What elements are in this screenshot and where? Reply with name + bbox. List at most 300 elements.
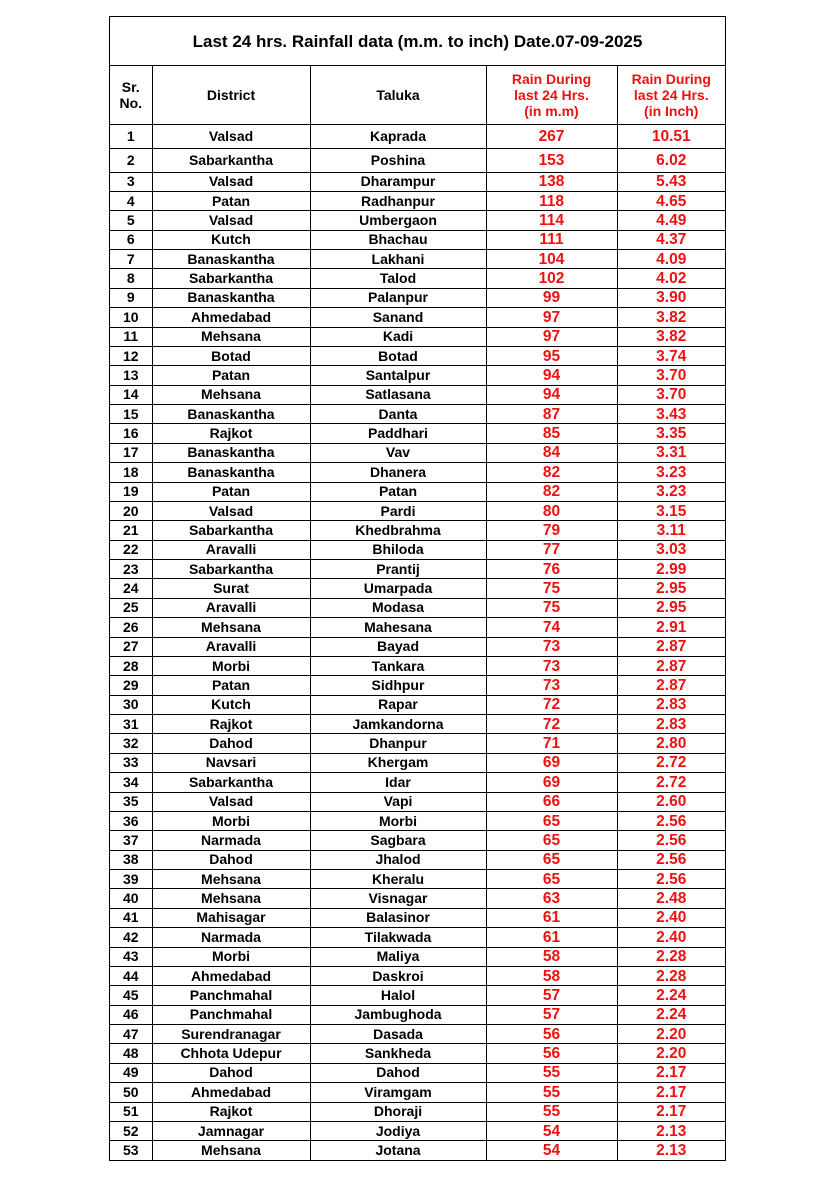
cell-sr-no: 10 (110, 308, 152, 327)
table-row (110, 1063, 725, 1082)
cell-taluka: Santalpur (310, 366, 486, 385)
table-row (110, 482, 725, 501)
table-row (110, 405, 725, 424)
table-row (110, 831, 725, 850)
header-rain-mm: Rain During last 24 Hrs. (in m.m) (486, 66, 617, 124)
cell-taluka: Khergam (310, 753, 486, 772)
table-row (110, 1044, 725, 1063)
page-title: Last 24 hrs. Rainfall data (m.m. to inch) Date.07-09-2025 (110, 17, 725, 66)
cell-rain-inch: 6.02 (617, 148, 725, 172)
cell-district: Patan (152, 676, 310, 695)
cell-taluka: Jamkandorna (310, 715, 486, 734)
cell-district: Mehsana (152, 870, 310, 889)
cell-sr-no: 37 (110, 831, 152, 850)
table-row (110, 288, 725, 307)
cell-sr-no: 45 (110, 986, 152, 1005)
header-row (110, 66, 725, 124)
table-row (110, 656, 725, 675)
cell-rain-mm: 65 (486, 811, 617, 830)
cell-district: Rajkot (152, 715, 310, 734)
table-row (110, 850, 725, 869)
cell-taluka: Jodiya (310, 1121, 486, 1140)
cell-rain-inch: 2.56 (617, 870, 725, 889)
table-row (110, 908, 725, 927)
cell-rain-inch: 2.17 (617, 1102, 725, 1121)
cell-district: Patan (152, 482, 310, 501)
cell-district: Mehsana (152, 889, 310, 908)
cell-district: Kutch (152, 695, 310, 714)
table-row (110, 1005, 725, 1024)
cell-sr-no: 43 (110, 947, 152, 966)
cell-taluka: Vapi (310, 792, 486, 811)
cell-district: Valsad (152, 172, 310, 191)
cell-rain-mm: 153 (486, 148, 617, 172)
table-row (110, 463, 725, 482)
cell-rain-inch: 3.70 (617, 366, 725, 385)
table-row (110, 250, 725, 269)
cell-district: Banaskantha (152, 443, 310, 462)
cell-rain-mm: 85 (486, 424, 617, 443)
cell-district: Valsad (152, 792, 310, 811)
cell-taluka: Radhanpur (310, 191, 486, 210)
cell-sr-no: 11 (110, 327, 152, 346)
cell-rain-mm: 74 (486, 618, 617, 637)
cell-district: Jamnagar (152, 1121, 310, 1140)
cell-rain-inch: 3.31 (617, 443, 725, 462)
cell-rain-mm: 95 (486, 346, 617, 365)
cell-rain-inch: 2.20 (617, 1025, 725, 1044)
header-district: District (152, 66, 310, 124)
cell-rain-inch: 2.60 (617, 792, 725, 811)
cell-rain-inch: 2.28 (617, 947, 725, 966)
cell-taluka: Bayad (310, 637, 486, 656)
cell-district: Mahisagar (152, 908, 310, 927)
cell-rain-inch: 3.03 (617, 540, 725, 559)
table-row (110, 753, 725, 772)
cell-district: Panchmahal (152, 986, 310, 1005)
cell-rain-inch: 2.91 (617, 618, 725, 637)
cell-district: Mehsana (152, 385, 310, 404)
table-row (110, 1121, 725, 1140)
cell-rain-inch: 2.24 (617, 986, 725, 1005)
cell-rain-mm: 72 (486, 715, 617, 734)
cell-sr-no: 32 (110, 734, 152, 753)
cell-rain-mm: 94 (486, 366, 617, 385)
cell-taluka: Sidhpur (310, 676, 486, 695)
table-row (110, 986, 725, 1005)
cell-sr-no: 20 (110, 501, 152, 520)
cell-rain-inch: 2.40 (617, 928, 725, 947)
cell-taluka: Dhoraji (310, 1102, 486, 1121)
cell-rain-mm: 75 (486, 598, 617, 617)
cell-sr-no: 53 (110, 1141, 152, 1160)
cell-rain-inch: 2.87 (617, 656, 725, 675)
cell-district: Surendranagar (152, 1025, 310, 1044)
table-row (110, 366, 725, 385)
cell-rain-inch: 2.56 (617, 831, 725, 850)
cell-district: Banaskantha (152, 405, 310, 424)
table-row (110, 715, 725, 734)
cell-rain-mm: 104 (486, 250, 617, 269)
cell-district: Sabarkantha (152, 269, 310, 288)
cell-rain-mm: 73 (486, 676, 617, 695)
cell-sr-no: 47 (110, 1025, 152, 1044)
cell-rain-mm: 77 (486, 540, 617, 559)
cell-rain-inch: 2.95 (617, 579, 725, 598)
cell-district: Ahmedabad (152, 308, 310, 327)
table-row (110, 579, 725, 598)
cell-sr-no: 38 (110, 850, 152, 869)
cell-sr-no: 13 (110, 366, 152, 385)
table-row (110, 811, 725, 830)
cell-taluka: Kheralu (310, 870, 486, 889)
cell-taluka: Sankheda (310, 1044, 486, 1063)
cell-rain-mm: 76 (486, 560, 617, 579)
cell-sr-no: 40 (110, 889, 152, 908)
table-row (110, 1083, 725, 1102)
cell-rain-mm: 69 (486, 753, 617, 772)
cell-sr-no: 2 (110, 148, 152, 172)
table-row (110, 327, 725, 346)
rainfall-sheet (109, 16, 726, 1161)
cell-rain-mm: 55 (486, 1083, 617, 1102)
cell-taluka: Umarpada (310, 579, 486, 598)
table-row (110, 308, 725, 327)
cell-district: Botad (152, 346, 310, 365)
cell-taluka: Visnagar (310, 889, 486, 908)
cell-district: Valsad (152, 211, 310, 230)
cell-sr-no: 33 (110, 753, 152, 772)
table-row (110, 889, 725, 908)
table-row (110, 928, 725, 947)
cell-rain-mm: 80 (486, 501, 617, 520)
cell-sr-no: 4 (110, 191, 152, 210)
cell-district: Sabarkantha (152, 560, 310, 579)
cell-taluka: Dhanera (310, 463, 486, 482)
cell-sr-no: 29 (110, 676, 152, 695)
table-row (110, 947, 725, 966)
cell-district: Rajkot (152, 424, 310, 443)
cell-rain-mm: 55 (486, 1102, 617, 1121)
header-taluka: Taluka (310, 66, 486, 124)
cell-taluka: Patan (310, 482, 486, 501)
table-body (110, 124, 725, 1160)
cell-rain-mm: 75 (486, 579, 617, 598)
cell-rain-inch: 2.13 (617, 1141, 725, 1160)
cell-rain-inch: 2.83 (617, 715, 725, 734)
cell-taluka: Kadi (310, 327, 486, 346)
table-row (110, 1102, 725, 1121)
cell-taluka: Tankara (310, 656, 486, 675)
cell-rain-inch: 5.43 (617, 172, 725, 191)
table-row (110, 637, 725, 656)
cell-rain-mm: 118 (486, 191, 617, 210)
cell-rain-mm: 65 (486, 831, 617, 850)
cell-sr-no: 31 (110, 715, 152, 734)
cell-sr-no: 30 (110, 695, 152, 714)
cell-taluka: Jambughoda (310, 1005, 486, 1024)
cell-taluka: Modasa (310, 598, 486, 617)
cell-district: Morbi (152, 947, 310, 966)
cell-district: Panchmahal (152, 1005, 310, 1024)
cell-sr-no: 14 (110, 385, 152, 404)
cell-taluka: Prantij (310, 560, 486, 579)
cell-taluka: Dasada (310, 1025, 486, 1044)
cell-rain-mm: 84 (486, 443, 617, 462)
cell-rain-mm: 114 (486, 211, 617, 230)
cell-rain-inch: 2.24 (617, 1005, 725, 1024)
cell-rain-inch: 3.90 (617, 288, 725, 307)
cell-sr-no: 49 (110, 1063, 152, 1082)
cell-taluka: Halol (310, 986, 486, 1005)
cell-rain-mm: 65 (486, 870, 617, 889)
cell-rain-mm: 138 (486, 172, 617, 191)
cell-rain-inch: 2.83 (617, 695, 725, 714)
cell-rain-inch: 10.51 (617, 124, 725, 148)
cell-rain-inch: 4.49 (617, 211, 725, 230)
cell-sr-no: 41 (110, 908, 152, 927)
cell-district: Aravalli (152, 540, 310, 559)
cell-district: Dahod (152, 734, 310, 753)
cell-rain-inch: 2.87 (617, 676, 725, 695)
cell-rain-inch: 3.70 (617, 385, 725, 404)
cell-district: Banaskantha (152, 288, 310, 307)
cell-rain-mm: 72 (486, 695, 617, 714)
cell-sr-no: 34 (110, 773, 152, 792)
table-row (110, 792, 725, 811)
cell-district: Aravalli (152, 598, 310, 617)
cell-sr-no: 24 (110, 579, 152, 598)
cell-district: Ahmedabad (152, 966, 310, 985)
cell-district: Patan (152, 366, 310, 385)
cell-rain-inch: 2.87 (617, 637, 725, 656)
cell-sr-no: 27 (110, 637, 152, 656)
cell-taluka: Maliya (310, 947, 486, 966)
cell-rain-mm: 97 (486, 327, 617, 346)
cell-rain-inch: 2.17 (617, 1083, 725, 1102)
cell-district: Valsad (152, 501, 310, 520)
cell-taluka: Paddhari (310, 424, 486, 443)
cell-taluka: Palanpur (310, 288, 486, 307)
cell-district: Sabarkantha (152, 148, 310, 172)
cell-rain-mm: 57 (486, 1005, 617, 1024)
cell-rain-inch: 3.15 (617, 501, 725, 520)
header-rain-inch: Rain During last 24 Hrs. (in Inch) (617, 66, 725, 124)
table-row (110, 1141, 725, 1160)
cell-rain-mm: 267 (486, 124, 617, 148)
cell-district: Banaskantha (152, 463, 310, 482)
cell-rain-inch: 3.82 (617, 327, 725, 346)
cell-sr-no: 50 (110, 1083, 152, 1102)
cell-sr-no: 39 (110, 870, 152, 889)
cell-district: Surat (152, 579, 310, 598)
cell-district: Morbi (152, 811, 310, 830)
cell-taluka: Talod (310, 269, 486, 288)
header-sr-no: Sr. No. (110, 66, 152, 124)
cell-rain-inch: 2.72 (617, 753, 725, 772)
cell-rain-inch: 2.72 (617, 773, 725, 792)
cell-rain-mm: 56 (486, 1044, 617, 1063)
cell-rain-mm: 73 (486, 656, 617, 675)
cell-district: Sabarkantha (152, 521, 310, 540)
cell-rain-inch: 2.17 (617, 1063, 725, 1082)
table-row (110, 269, 725, 288)
cell-rain-mm: 58 (486, 966, 617, 985)
cell-sr-no: 28 (110, 656, 152, 675)
cell-sr-no: 44 (110, 966, 152, 985)
cell-rain-mm: 79 (486, 521, 617, 540)
cell-taluka: Danta (310, 405, 486, 424)
cell-taluka: Morbi (310, 811, 486, 830)
cell-taluka: Balasinor (310, 908, 486, 927)
table-row (110, 443, 725, 462)
cell-sr-no: 1 (110, 124, 152, 148)
rainfall-table (110, 66, 725, 1160)
cell-rain-inch: 3.11 (617, 521, 725, 540)
cell-sr-no: 9 (110, 288, 152, 307)
cell-rain-inch: 3.23 (617, 463, 725, 482)
cell-rain-inch: 2.56 (617, 850, 725, 869)
cell-taluka: Satlasana (310, 385, 486, 404)
cell-rain-inch: 2.20 (617, 1044, 725, 1063)
cell-rain-mm: 69 (486, 773, 617, 792)
cell-rain-mm: 55 (486, 1063, 617, 1082)
cell-district: Morbi (152, 656, 310, 675)
table-row (110, 424, 725, 443)
cell-rain-mm: 82 (486, 482, 617, 501)
cell-district: Mehsana (152, 618, 310, 637)
cell-sr-no: 7 (110, 250, 152, 269)
cell-district: Banaskantha (152, 250, 310, 269)
cell-sr-no: 18 (110, 463, 152, 482)
cell-sr-no: 3 (110, 172, 152, 191)
cell-rain-inch: 4.37 (617, 230, 725, 249)
cell-sr-no: 17 (110, 443, 152, 462)
table-row (110, 598, 725, 617)
cell-sr-no: 42 (110, 928, 152, 947)
cell-sr-no: 16 (110, 424, 152, 443)
cell-rain-inch: 3.35 (617, 424, 725, 443)
cell-rain-mm: 73 (486, 637, 617, 656)
cell-district: Patan (152, 191, 310, 210)
cell-taluka: Pardi (310, 501, 486, 520)
cell-district: Valsad (152, 124, 310, 148)
cell-taluka: Sanand (310, 308, 486, 327)
table-row (110, 676, 725, 695)
cell-district: Chhota Udepur (152, 1044, 310, 1063)
table-row (110, 1025, 725, 1044)
cell-taluka: Jotana (310, 1141, 486, 1160)
table-row (110, 501, 725, 520)
cell-taluka: Lakhani (310, 250, 486, 269)
cell-district: Ahmedabad (152, 1083, 310, 1102)
cell-sr-no: 48 (110, 1044, 152, 1063)
cell-sr-no: 35 (110, 792, 152, 811)
cell-rain-inch: 2.48 (617, 889, 725, 908)
cell-taluka: Mahesana (310, 618, 486, 637)
cell-rain-mm: 61 (486, 908, 617, 927)
cell-rain-mm: 102 (486, 269, 617, 288)
cell-district: Dahod (152, 850, 310, 869)
table-row (110, 346, 725, 365)
cell-taluka: Dahod (310, 1063, 486, 1082)
cell-sr-no: 12 (110, 346, 152, 365)
cell-rain-mm: 82 (486, 463, 617, 482)
cell-rain-mm: 71 (486, 734, 617, 753)
cell-taluka: Viramgam (310, 1083, 486, 1102)
cell-rain-mm: 87 (486, 405, 617, 424)
cell-taluka: Khedbrahma (310, 521, 486, 540)
cell-rain-inch: 2.95 (617, 598, 725, 617)
cell-rain-mm: 58 (486, 947, 617, 966)
cell-rain-inch: 2.13 (617, 1121, 725, 1140)
cell-rain-inch: 4.09 (617, 250, 725, 269)
cell-rain-inch: 3.23 (617, 482, 725, 501)
cell-rain-mm: 111 (486, 230, 617, 249)
cell-rain-inch: 2.56 (617, 811, 725, 830)
cell-sr-no: 6 (110, 230, 152, 249)
table-row (110, 385, 725, 404)
table-row (110, 966, 725, 985)
cell-rain-mm: 99 (486, 288, 617, 307)
cell-rain-mm: 65 (486, 850, 617, 869)
cell-taluka: Bhiloda (310, 540, 486, 559)
cell-district: Navsari (152, 753, 310, 772)
cell-rain-mm: 61 (486, 928, 617, 947)
cell-district: Narmada (152, 831, 310, 850)
cell-taluka: Idar (310, 773, 486, 792)
cell-sr-no: 21 (110, 521, 152, 540)
cell-sr-no: 52 (110, 1121, 152, 1140)
cell-rain-inch: 2.80 (617, 734, 725, 753)
table-row (110, 172, 725, 191)
cell-district: Mehsana (152, 1141, 310, 1160)
cell-taluka: Sagbara (310, 831, 486, 850)
table-row (110, 211, 725, 230)
cell-taluka: Kaprada (310, 124, 486, 148)
cell-rain-inch: 3.74 (617, 346, 725, 365)
cell-sr-no: 19 (110, 482, 152, 501)
cell-taluka: Jhalod (310, 850, 486, 869)
cell-taluka: Bhachau (310, 230, 486, 249)
cell-rain-mm: 57 (486, 986, 617, 1005)
table-row (110, 521, 725, 540)
cell-rain-inch: 3.43 (617, 405, 725, 424)
cell-rain-mm: 66 (486, 792, 617, 811)
cell-sr-no: 46 (110, 1005, 152, 1024)
table-row (110, 191, 725, 210)
cell-taluka: Dhanpur (310, 734, 486, 753)
table-row (110, 148, 725, 172)
cell-rain-inch: 2.40 (617, 908, 725, 927)
cell-rain-mm: 54 (486, 1141, 617, 1160)
cell-rain-mm: 54 (486, 1121, 617, 1140)
cell-sr-no: 15 (110, 405, 152, 424)
table-row (110, 230, 725, 249)
cell-taluka: Poshina (310, 148, 486, 172)
cell-rain-inch: 2.99 (617, 560, 725, 579)
cell-sr-no: 25 (110, 598, 152, 617)
cell-rain-mm: 56 (486, 1025, 617, 1044)
cell-district: Aravalli (152, 637, 310, 656)
cell-sr-no: 22 (110, 540, 152, 559)
cell-district: Mehsana (152, 327, 310, 346)
cell-sr-no: 51 (110, 1102, 152, 1121)
cell-district: Narmada (152, 928, 310, 947)
cell-sr-no: 36 (110, 811, 152, 830)
cell-sr-no: 8 (110, 269, 152, 288)
table-row (110, 870, 725, 889)
